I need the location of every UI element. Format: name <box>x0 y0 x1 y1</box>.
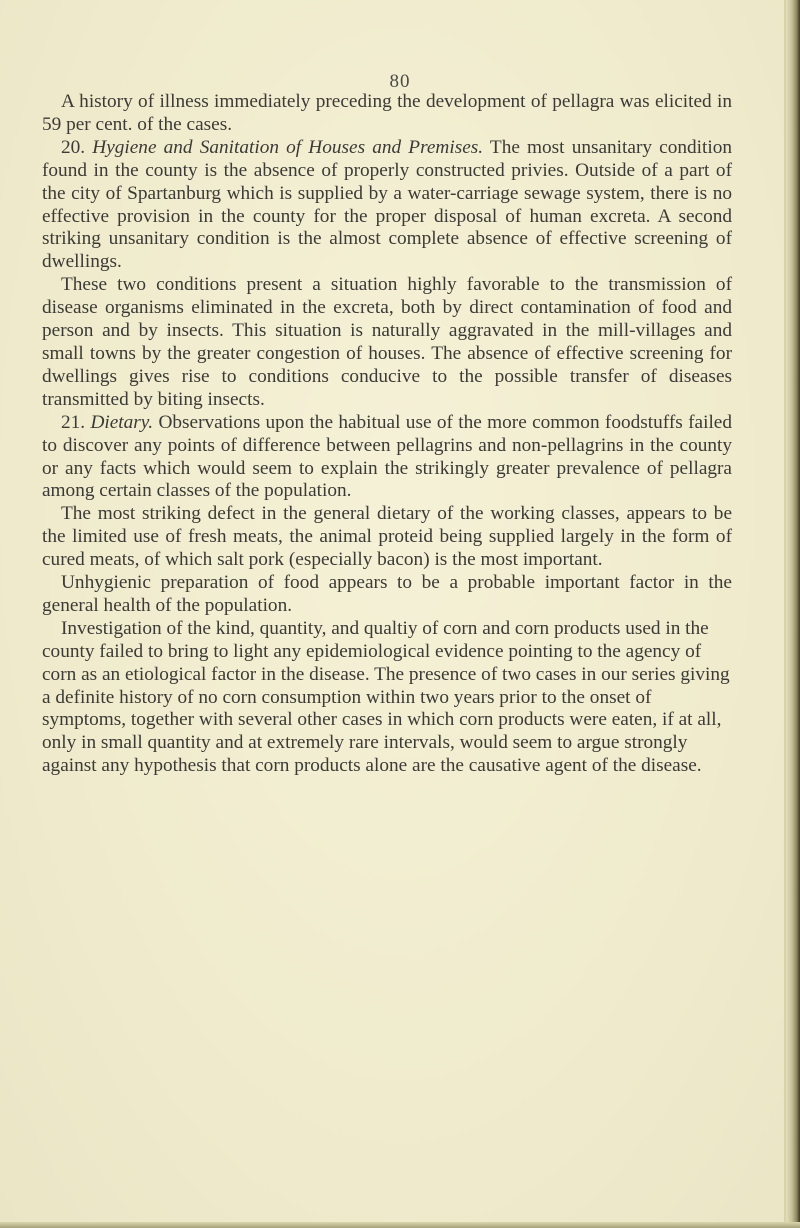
paragraph-text: Observations upon the habitual use of the more common foodstuffs failed to discover any points of difference between pellagrins and non-pellagrins in the county or any facts which would seem to explain the strikingly greater prevalence of pellagra among certain classes of the population. <box>42 411 733 502</box>
page-bottom-edge <box>0 1222 800 1228</box>
paragraph-text: Investigation of the kind, quantity, and qualtiy of corn and corn products used in the county failed to bring to light any epidemiological evidence pointing to the agency of corn as an etiological factor in the disease. The presence of two cases in our series giving a definite history of no corn consumption within two years prior to the onset of symptoms, together with several other cases in which corn products were eaten, if at all, only in small quantity and at extremely rare intervals, would seem to argue strongly against any hypothesis that corn products alone are the causative agent of the disease. <box>42 617 730 777</box>
paragraph-dietary-defect <box>42 503 732 572</box>
book-spine-edge <box>786 0 800 1228</box>
section-number: 21. <box>61 411 91 433</box>
paragraph-dietary <box>42 412 732 504</box>
paragraph-corn-investigation <box>42 618 732 778</box>
paragraph-text: These two conditions present a situation highly favorable to the transmission of disease organisms eliminated in the excreta, both by direct contamination of food and person and by insects. This situation is naturally aggravated in the mill-villages and small towns by the greater congestion of houses. The absence of effective screening for dwellings gives rise to conditions conducive to the possible transfer of diseases transmitted by biting insects. <box>42 274 732 410</box>
paragraph-text: A history of illness immediately preceding the development of pellagra was elicited in 59 per cent. of the cases. <box>42 91 732 135</box>
paragraph-hygiene-sanitation <box>42 137 732 274</box>
paragraph-transmission-conditions <box>42 274 732 411</box>
section-heading: Dietary. <box>90 411 154 433</box>
paragraph-history-of-illness <box>42 91 732 137</box>
paragraph-text: The most striking defect in the general dietary of the working classes, appears to be the limited use of fresh meats, the animal proteid being supplied largely in the form of cured meats, of which salt pork (especially bacon) is the most important. <box>42 503 732 571</box>
body-text <box>42 91 732 778</box>
paragraph-text: The most unsanitary condition found in the county is the absence of properly constructed privies. Outside of a part of the city of Spartanburg which is supplied by a water-carriage sewage system, there is no effective provision in the county for the proper disposal of human excreta. A second striking unsanitary condition is the almost complete absence of effective screening of dwellings. <box>42 136 733 273</box>
paragraph-text: Unhygienic preparation of food appears to be a probable important factor in the general health of the population. <box>42 572 732 616</box>
section-number: 20. <box>61 136 93 158</box>
section-heading: Hygiene and Sanitation of Houses and Premises. <box>92 136 484 158</box>
paragraph-food-preparation <box>42 572 732 618</box>
page-number: 80 <box>389 71 411 92</box>
